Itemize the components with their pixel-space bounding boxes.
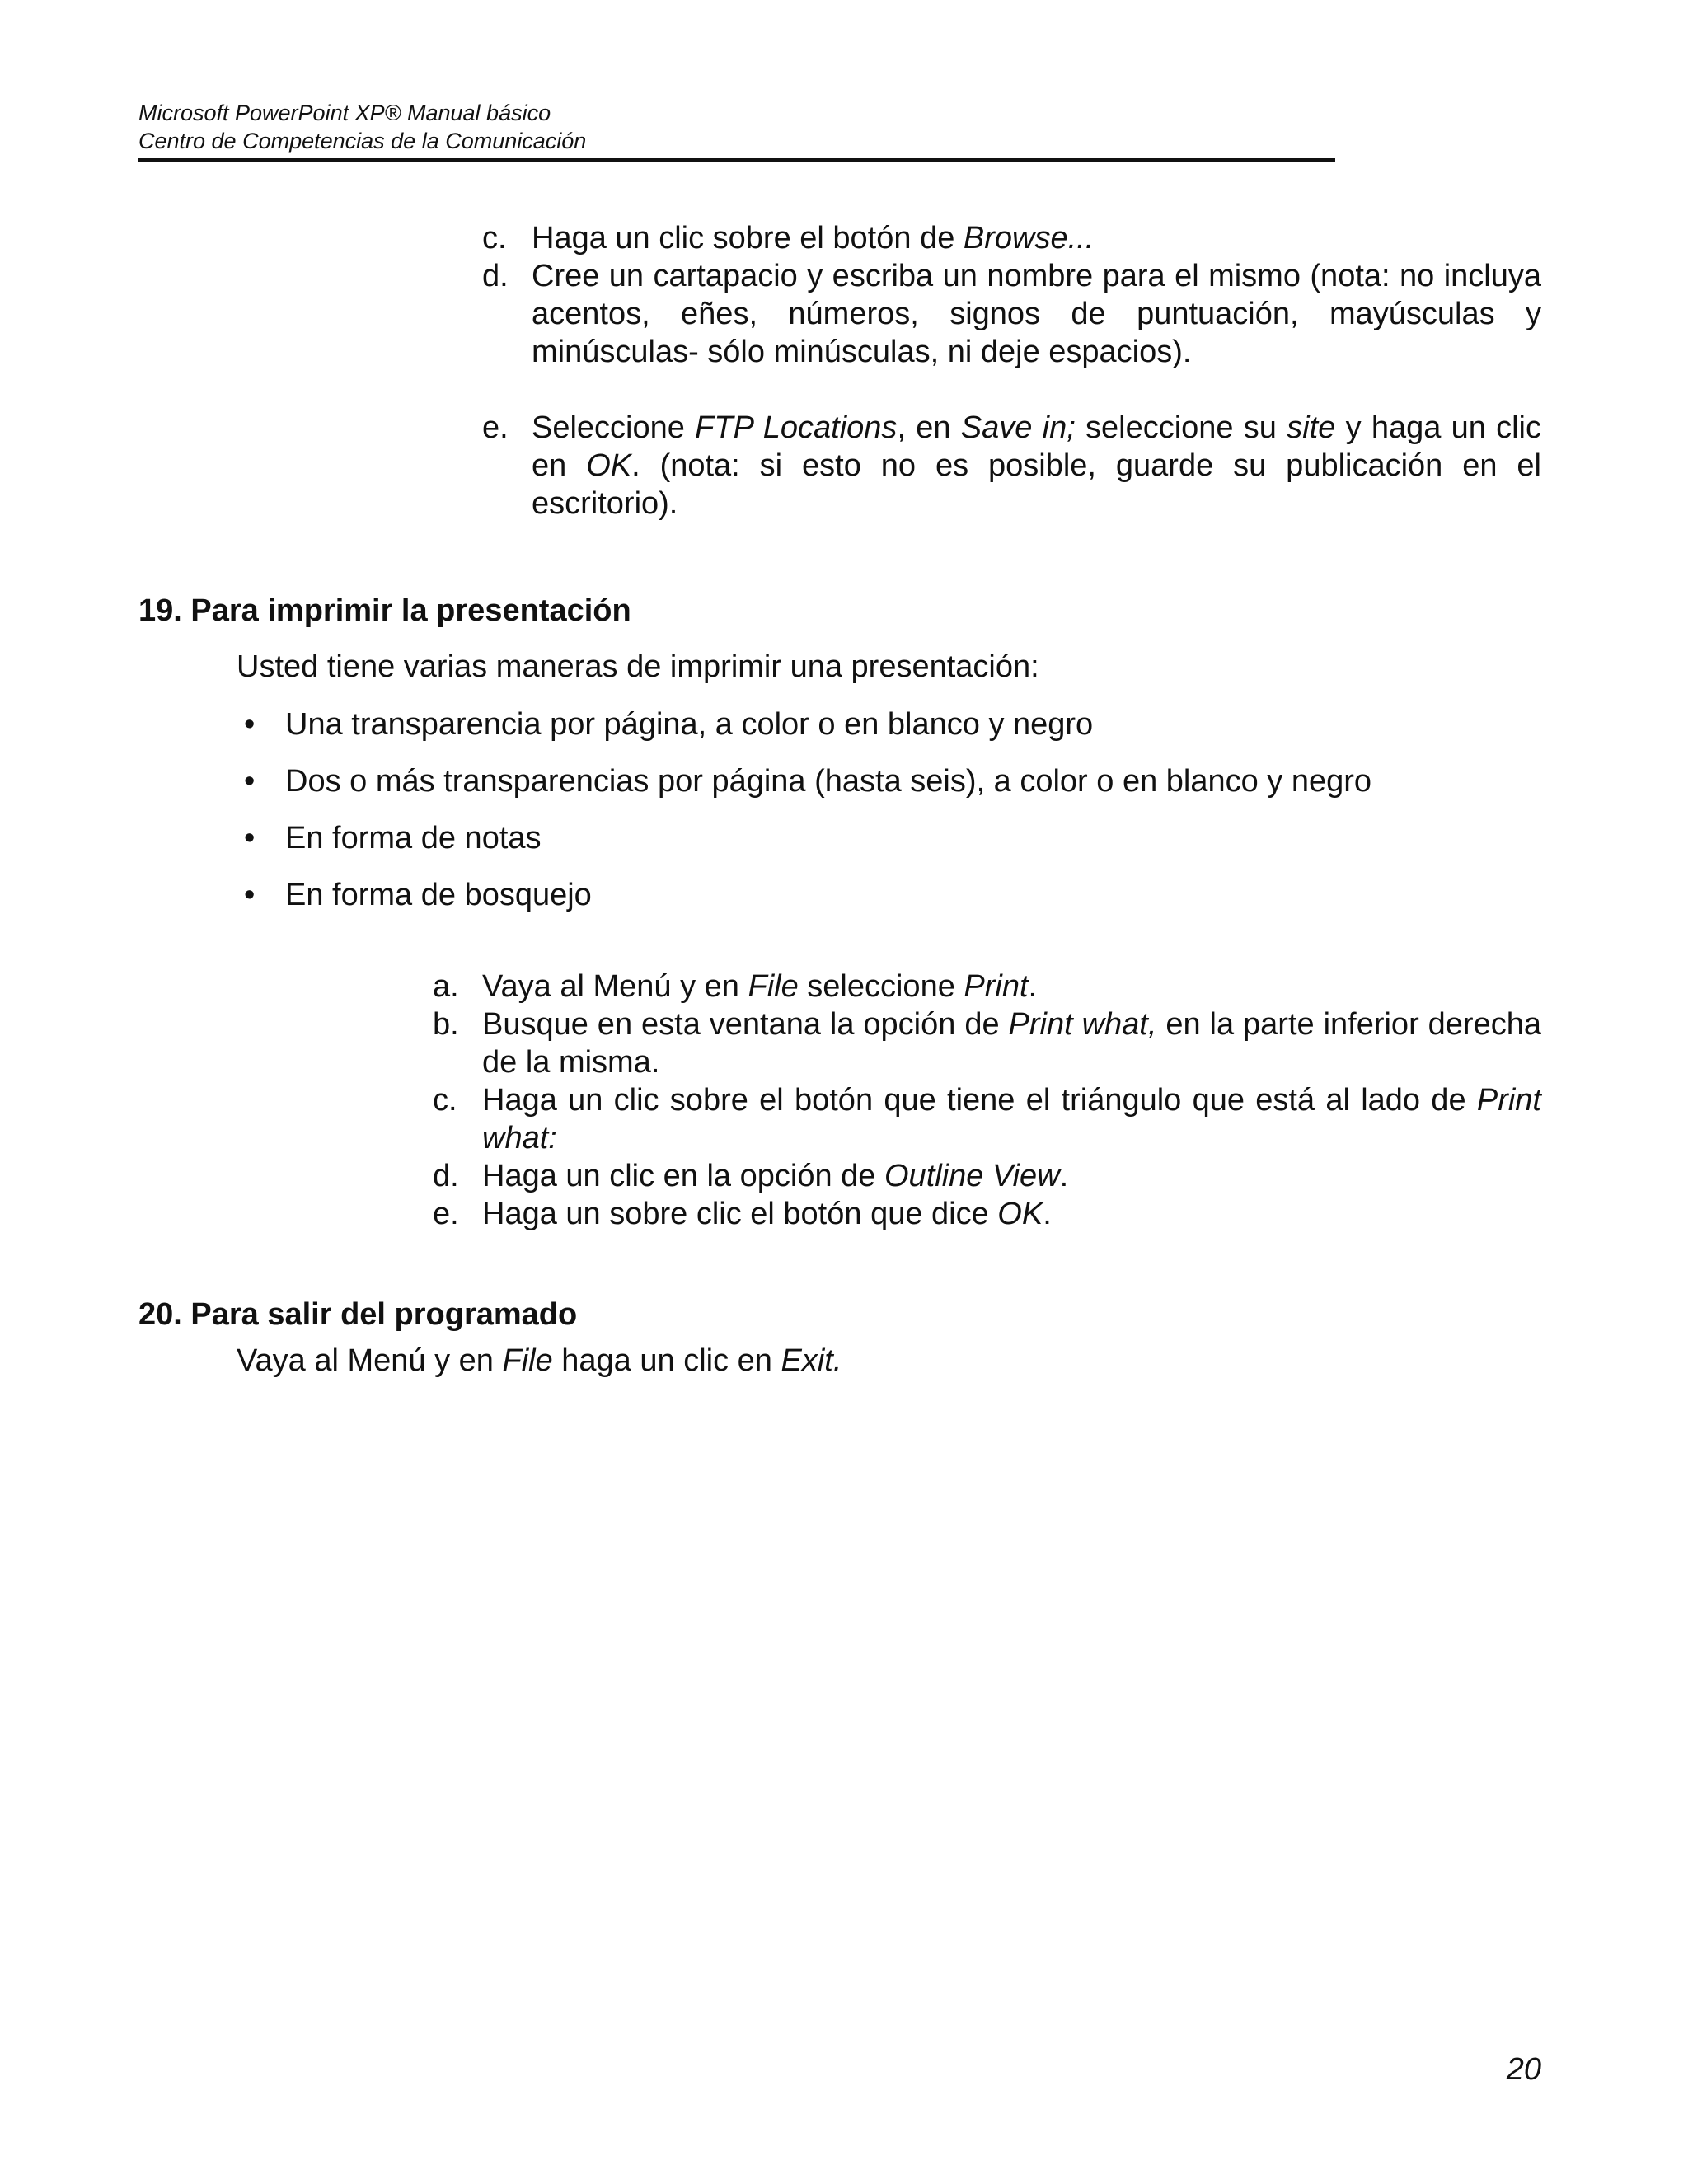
item-text <box>482 1083 1541 1155</box>
bullet-text: En forma de notas <box>285 821 542 855</box>
text-run: haga un clic en <box>552 1343 781 1378</box>
item-text <box>482 1197 1052 1231</box>
text-run: Vaya al Menú y en <box>237 1343 503 1378</box>
item-text <box>482 1159 1068 1193</box>
italic-run: Outline View <box>884 1159 1060 1193</box>
item-text <box>482 1007 1541 1080</box>
section-19-intro: Usted tiene varias maneras de imprimir una presentación: <box>237 649 1039 684</box>
text-run: . (nota: si esto no es posible, guarde su publicación en el escritorio). <box>532 448 1541 521</box>
bullet-item <box>244 819 1546 876</box>
item-text <box>532 221 1094 255</box>
list-item <box>482 409 1541 523</box>
italic-run: File <box>502 1343 553 1378</box>
item-label: c. <box>433 1083 457 1118</box>
header-title: Microsoft PowerPoint XP® Manual básico <box>138 101 551 125</box>
header-rule <box>138 158 1335 162</box>
header-subtitle: Centro de Competencias de la Comunicación <box>138 129 587 153</box>
item-label: d. <box>482 259 509 293</box>
item-text <box>532 259 1541 369</box>
italic-run: FTP Locations <box>695 410 898 445</box>
text-run: . <box>1059 1159 1069 1193</box>
item-label: a. <box>433 969 459 1004</box>
italic-run: Browse... <box>963 221 1095 255</box>
list-item <box>433 1195 1541 1233</box>
section-19-heading: 19. Para imprimir la presentación <box>138 593 631 628</box>
item-label: c. <box>482 221 507 255</box>
italic-run: OK <box>586 448 632 483</box>
item-label: b. <box>433 1007 459 1042</box>
text-run: en la parte inferior derecha de la misma. <box>482 1007 1541 1080</box>
item-label: e. <box>482 410 509 445</box>
bullet-item <box>244 705 1546 762</box>
section-20-text <box>237 1342 842 1380</box>
text-run: , en <box>897 410 961 445</box>
page-number: 20 <box>1506 2052 1541 2087</box>
bullet-list <box>244 705 1546 933</box>
text-run: y haga un clic en <box>532 410 1541 483</box>
text-run: Haga un clic en la opción de <box>482 1159 884 1193</box>
text-run: Seleccione <box>532 410 696 445</box>
italic-run: OK <box>997 1197 1043 1231</box>
italic-run: site <box>1287 410 1336 445</box>
bullet-dot: • <box>244 821 256 855</box>
bullet-dot: • <box>244 707 256 742</box>
italic-run: Save in; <box>960 410 1076 445</box>
text-run: seleccione <box>798 969 964 1004</box>
list-item <box>482 219 1541 257</box>
italic-run: Print what: <box>482 1083 1541 1155</box>
list-item <box>482 257 1541 371</box>
item-label: d. <box>433 1159 459 1193</box>
top-step-list <box>482 219 1541 523</box>
italic-run: File <box>748 969 799 1004</box>
text-run: Haga un clic sobre el botón que tiene el triángulo que está al lado de <box>482 1083 1477 1118</box>
bullet-text: Una transparencia por página, a color o en blanco y negro <box>285 707 1094 742</box>
list-item <box>433 1157 1541 1195</box>
list-item <box>433 968 1541 1005</box>
bullet-dot: • <box>244 878 256 912</box>
text-run: seleccione su <box>1075 410 1287 445</box>
bullet-item <box>244 876 1546 933</box>
bullet-text: Dos o más transparencias por página (hasta seis), a color o en blanco y negro <box>285 764 1372 799</box>
text-run: . <box>1028 969 1038 1004</box>
list-item <box>433 1081 1541 1157</box>
text-run: . <box>1043 1197 1052 1231</box>
list-item <box>433 1005 1541 1081</box>
text-run: Haga un sobre clic el botón que dice <box>482 1197 998 1231</box>
item-text <box>482 969 1037 1004</box>
bullet-dot: • <box>244 764 256 799</box>
item-text <box>532 410 1541 521</box>
text-run: Busque en esta ventana la opción de <box>482 1007 1009 1042</box>
page-header <box>138 99 1335 155</box>
italic-run: Print <box>964 969 1029 1004</box>
bullet-text: En forma de bosquejo <box>285 878 592 912</box>
italic-run: Exit. <box>781 1343 842 1378</box>
section-20-heading: 20. Para salir del programado <box>138 1297 578 1332</box>
text-run: Haga un clic sobre el botón de <box>532 221 964 255</box>
item-label: e. <box>433 1197 459 1231</box>
text-run: Cree un cartapacio y escriba un nombre para el mismo (nota: no incluya acentos, eñes, números, signos de puntuación, mayúsculas y minúsculas- sólo minúsculas, ni deje espacios). <box>532 259 1541 369</box>
italic-run: Print what, <box>1008 1007 1157 1042</box>
bullet-item <box>244 762 1546 819</box>
print-step-list <box>433 968 1541 1233</box>
text-run: Vaya al Menú y en <box>482 969 748 1004</box>
